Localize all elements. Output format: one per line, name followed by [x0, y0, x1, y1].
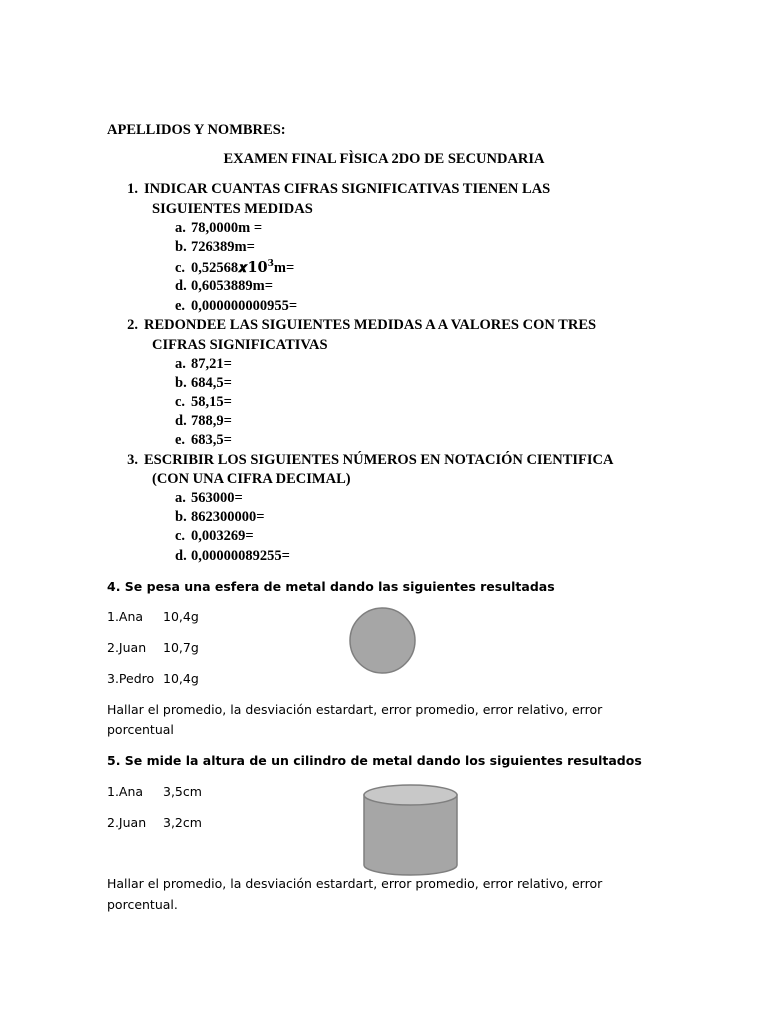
exam-title: EXAMEN FINAL FÌSICA 2DO DE SECUNDARIA: [223, 151, 545, 167]
list-item: e. 0,000000000955=: [175, 298, 298, 314]
list-item: e. 683,5=: [175, 432, 232, 448]
question-number: 2.: [127, 317, 138, 333]
measurement-row: 2.Juan 3,2cm: [107, 815, 202, 830]
task-text-cont: porcentual: [107, 722, 174, 737]
question-text: REDONDEE LAS SIGUIENTES MEDIDAS A A VALORES CON TRES: [144, 317, 597, 333]
list-item: c. $0,52568𝒙𝟏𝟎^𝟑m=$: [175, 258, 295, 276]
question-text-cont: SIGUIENTES MEDIDAS: [152, 201, 313, 217]
question-text: INDICAR CUANTAS CIFRAS SIGNIFICATIVAS TIENEN LAS: [144, 181, 551, 197]
task-text: Hallar el promedio, la desviación estardart, error promedio, error relativo, error: [107, 702, 603, 717]
question-text: ESCRIBIR LOS SIGUIENTES NÚMEROS EN NOTACIÓN CIENTIFICA: [144, 452, 614, 468]
question-number: 1.: [127, 181, 138, 197]
measurement-row: 2.Juan 10,7g: [107, 640, 199, 655]
question-text-cont: CIFRAS SIGNIFICATIVAS: [152, 337, 328, 353]
question-title: 4. Se pesa una esfera de metal dando las siguientes resultadas: [107, 579, 555, 594]
list-item: a. 563000=: [175, 490, 243, 506]
measurement-row: 3.Pedro 10,4g: [107, 671, 199, 686]
cylinder-figure: [362, 783, 460, 879]
student-name-label: APELLIDOS Y NOMBRES:: [107, 122, 286, 138]
question-text-cont: (CON UNA CIFRA DECIMAL): [152, 471, 351, 487]
list-item: c. 0,003269=: [175, 528, 254, 544]
task-text-cont: porcentual.: [107, 897, 178, 912]
task-text: Hallar el promedio, la desviación estardart, error promedio, error relativo, error: [107, 876, 603, 891]
question-number: 3.: [127, 452, 138, 468]
math-notation: 𝒙𝟏𝟎: [238, 258, 268, 276]
measurement-row: 1.Ana 3,5cm: [107, 784, 202, 799]
list-item: a. 78,0000m =: [175, 220, 263, 236]
list-item: b. 726389m=: [175, 239, 255, 255]
list-item: c. 58,15=: [175, 394, 232, 410]
list-item: a. 87,21=: [175, 356, 232, 372]
list-item: d. 788,9=: [175, 413, 232, 429]
question-title: 5. Se mide la altura de un cilindro de metal dando los siguientes resultados: [107, 753, 642, 768]
list-item: b. 862300000=: [175, 509, 265, 525]
list-item: d. 0,6053889m=: [175, 278, 273, 294]
measurement-row: 1.Ana 10,4g: [107, 609, 199, 624]
list-item: d. 0,00000089255=: [175, 548, 290, 564]
list-item: b. 684,5=: [175, 375, 232, 391]
sphere-figure: [348, 606, 418, 676]
